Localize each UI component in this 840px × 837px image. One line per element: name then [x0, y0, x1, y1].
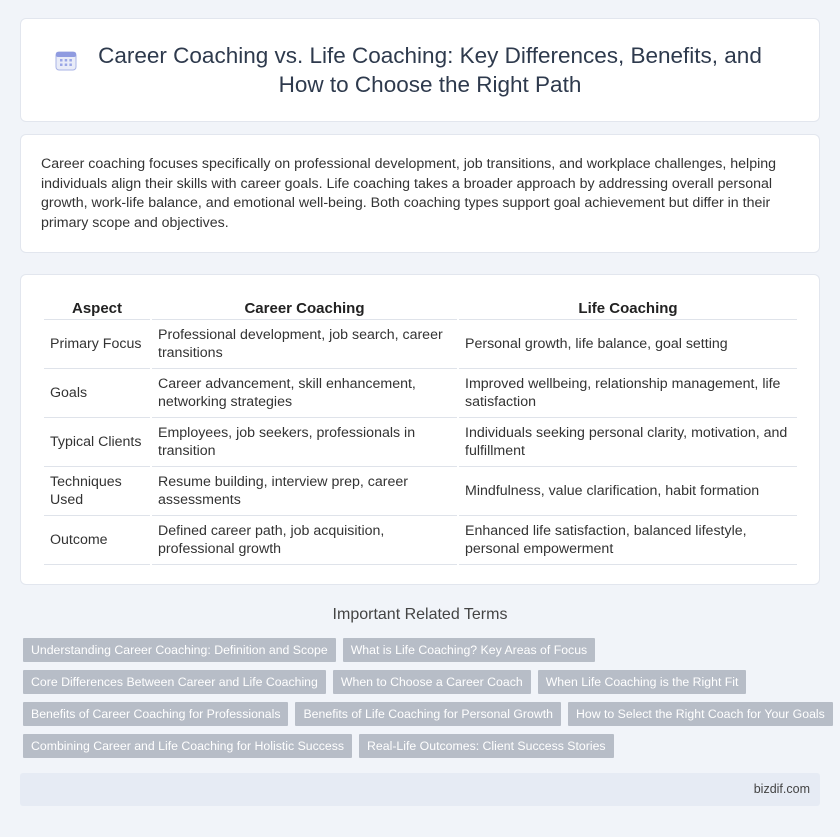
related-term-tag[interactable]: Benefits of Career Coaching for Professionals	[23, 702, 288, 726]
column-header-aspect: Aspect	[44, 293, 150, 320]
table-cell: Defined career path, job acquisition, professional growth	[152, 516, 457, 565]
related-terms-list	[23, 638, 823, 766]
table-cell: Enhanced life satisfaction, balanced lifestyle, personal empowerment	[459, 516, 797, 565]
related-term-tag[interactable]: Combining Career and Life Coaching for Holistic Success	[23, 734, 352, 758]
related-term-tag[interactable]: When Life Coaching is the Right Fit	[538, 670, 747, 694]
table-cell: Goals	[44, 369, 150, 418]
related-term-tag[interactable]: Core Differences Between Career and Life Coaching	[23, 670, 326, 694]
header-card	[20, 18, 820, 122]
related-term-tag[interactable]: Understanding Career Coaching: Definition and Scope	[23, 638, 336, 662]
table-cell: Employees, job seekers, professionals in transition	[152, 418, 457, 467]
tag-row	[23, 702, 823, 726]
table-cell: Career advancement, skill enhancement, networking strategies	[152, 369, 457, 418]
intro-card	[20, 134, 820, 253]
related-term-tag[interactable]: How to Select the Right Coach for Your Goals	[568, 702, 833, 726]
tag-row	[23, 734, 823, 758]
table-cell: Resume building, interview prep, career assessments	[152, 467, 457, 516]
footer	[20, 773, 820, 806]
table-cell: Improved wellbeing, relationship management, life satisfaction	[459, 369, 797, 418]
table-row	[44, 467, 797, 516]
table-cell: Typical Clients	[44, 418, 150, 467]
table-cell: Professional development, job search, career transitions	[152, 320, 457, 369]
comparison-table	[42, 293, 799, 565]
table-cell: Mindfulness, value clarification, habit formation	[459, 467, 797, 516]
table-row	[44, 369, 797, 418]
table-header-row	[44, 293, 797, 320]
comparison-table-card	[20, 274, 820, 585]
tag-row	[23, 670, 823, 694]
column-header-career-coaching: Career Coaching	[152, 293, 457, 320]
intro-paragraph: Career coaching focuses specifically on professional development, job transitions, and workplace challenges, helping individuals align their skills with career goals. Life coaching takes a broader approach by addressing overall personal growth, work-life balance, and emotional well-being. Both coaching types support goal achievement but differ in their primary scope and objectives.	[41, 156, 777, 231]
table-row	[44, 320, 797, 369]
related-term-tag[interactable]: Real-Life Outcomes: Client Success Stories	[359, 734, 614, 758]
table-cell: Techniques Used	[44, 467, 150, 516]
related-terms-heading: Important Related Terms	[332, 606, 508, 623]
table-cell: Outcome	[44, 516, 150, 565]
table-cell: Individuals seeking personal clarity, motivation, and fulfillment	[459, 418, 797, 467]
page-title: Career Coaching vs. Life Coaching: Key Differences, Benefits, and How to Choose the Right Path	[98, 43, 762, 97]
column-header-life-coaching: Life Coaching	[459, 293, 797, 320]
table-cell: Personal growth, life balance, goal setting	[459, 320, 797, 369]
table-row	[44, 418, 797, 467]
related-term-tag[interactable]: What is Life Coaching? Key Areas of Focus	[343, 638, 596, 662]
table-row	[44, 516, 797, 565]
tag-row	[23, 638, 823, 662]
footer-site-name[interactable]: bizdif.com	[753, 782, 810, 796]
table-cell: Primary Focus	[44, 320, 150, 369]
related-term-tag[interactable]: Benefits of Life Coaching for Personal Growth	[295, 702, 561, 726]
related-term-tag[interactable]: When to Choose a Career Coach	[333, 670, 531, 694]
